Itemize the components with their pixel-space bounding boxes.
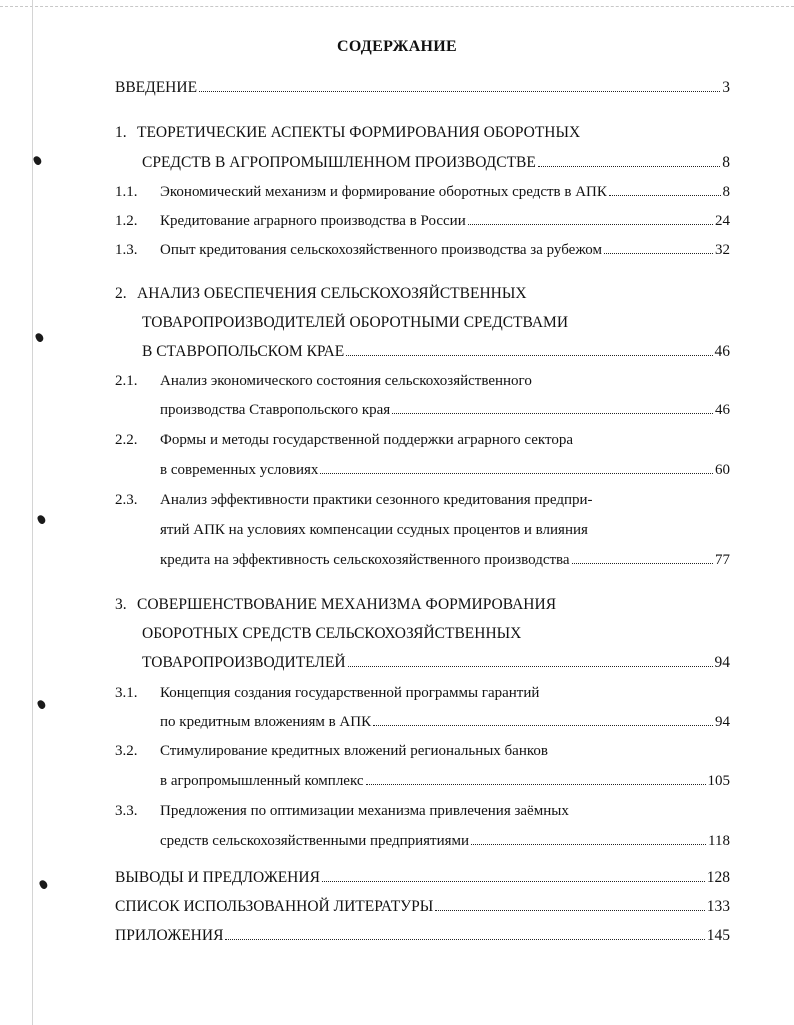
- toc-section-2-1-cont[interactable]: [160, 400, 730, 420]
- toc-page-number: 105: [707, 773, 730, 789]
- toc-section-number: 3.2.: [115, 743, 138, 759]
- toc-chapter-title-line: ОБОРОТНЫХ СРЕДСТВ СЕЛЬСКОХОЗЯЙСТВЕННЫХ: [142, 625, 522, 642]
- toc-section-3-1-cont[interactable]: [160, 712, 730, 732]
- toc-section-3-3-cont[interactable]: [160, 831, 730, 851]
- toc-section-number: 1.1.: [115, 184, 138, 200]
- dot-leader: [468, 224, 713, 225]
- toc-section-number: 2.3.: [115, 492, 138, 508]
- dot-leader: [435, 910, 704, 911]
- toc-chapter-2-title-cont[interactable]: [142, 313, 568, 333]
- dot-leader: [392, 413, 713, 414]
- dot-leader: [572, 563, 713, 564]
- toc-section-3-2-cont[interactable]: [160, 771, 730, 791]
- toc-section-1-2[interactable]: [115, 211, 730, 231]
- binder-hole-mark: [36, 699, 46, 710]
- toc-entry-label: ВВЕДЕНИЕ: [115, 79, 198, 96]
- toc-entry-intro[interactable]: [115, 78, 730, 98]
- toc-chapter-title-line: АНАЛИЗ ОБЕСПЕЧЕНИЯ СЕЛЬСКОХОЗЯЙСТВЕННЫХ: [137, 285, 527, 302]
- dot-leader: [346, 355, 712, 356]
- binder-hole-mark: [36, 514, 46, 525]
- toc-chapter-3-title[interactable]: [115, 595, 556, 615]
- toc-section-title-line: кредита на эффективность сельскохозяйственного производства: [160, 552, 570, 568]
- toc-entry-references[interactable]: [115, 897, 730, 917]
- toc-entry-conclusions[interactable]: [115, 868, 730, 888]
- toc-section-title-line: Концепция создания государственной программы гарантий: [160, 685, 540, 701]
- toc-section-number: 3.3.: [115, 803, 138, 819]
- toc-page-number: 133: [706, 898, 730, 915]
- toc-section-number: 2.2.: [115, 432, 138, 448]
- toc-section-3-2[interactable]: [115, 741, 548, 761]
- toc-section-title-line: производства Ставропольского края: [160, 402, 391, 418]
- toc-section-number: 2.1.: [115, 373, 138, 389]
- dot-leader: [348, 666, 713, 667]
- binder-hole-mark: [38, 879, 48, 890]
- toc-section-3-1[interactable]: [115, 683, 539, 703]
- toc-section-number: 1.2.: [115, 213, 138, 229]
- dot-leader: [225, 939, 704, 940]
- toc-chapter-number: 1.: [115, 124, 127, 141]
- toc-chapter-title-line: В СТАВРОПОЛЬСКОМ КРАЕ: [142, 343, 345, 360]
- toc-chapter-title-line: ТОВАРОПРОИЗВОДИТЕЛЕЙ: [142, 654, 346, 671]
- toc-section-title-line: Формы и методы государственной поддержки аграрного сектора: [160, 432, 573, 448]
- toc-section-title-line: ятий АПК на условиях компенсации ссудных процентов и влияния: [160, 522, 588, 538]
- toc-chapter-title-line: ТЕОРЕТИЧЕСКИЕ АСПЕКТЫ ФОРМИРОВАНИЯ ОБОРОТНЫХ: [137, 124, 581, 141]
- toc-section-title-line: Анализ эффективности практики сезонного кредитования предпри-: [160, 492, 593, 508]
- binder-hole-mark: [32, 155, 42, 166]
- toc-page-number: 8: [722, 154, 730, 171]
- toc-chapter-title-line: СОВЕРШЕНСТВОВАНИЕ МЕХАНИЗМА ФОРМИРОВАНИЯ: [137, 596, 557, 613]
- toc-section-2-3-cont[interactable]: [160, 550, 730, 570]
- dot-leader: [322, 881, 705, 882]
- toc-section-title-line: Стимулирование кредитных вложений региональных банков: [160, 743, 548, 759]
- toc-chapter-number: 3.: [115, 596, 127, 613]
- toc-section-number: 1.3.: [115, 242, 138, 258]
- dot-leader: [199, 91, 720, 92]
- toc-chapter-2-title[interactable]: [115, 284, 527, 304]
- toc-section-title-line: по кредитным вложениям в АПК: [160, 714, 372, 730]
- dot-leader: [538, 166, 720, 167]
- toc-section-1-1[interactable]: [115, 182, 730, 202]
- dot-leader: [609, 195, 721, 196]
- scan-edge-left: [32, 0, 33, 1025]
- toc-section-2-3[interactable]: [115, 490, 593, 510]
- toc-section-title-line: в агропромышленный комплекс: [160, 773, 364, 789]
- toc-section-2-2-cont[interactable]: [160, 460, 730, 480]
- toc-entry-label: ПРИЛОЖЕНИЯ: [115, 927, 224, 944]
- toc-chapter-1-title-cont[interactable]: [142, 153, 730, 173]
- toc-section-title: Кредитование аграрного производства в России: [160, 213, 466, 229]
- toc-page-number: 145: [706, 927, 730, 944]
- dot-leader: [366, 784, 706, 785]
- toc-page-number: 32: [715, 242, 730, 258]
- toc-chapter-1-title[interactable]: [115, 123, 580, 143]
- toc-page-number: 60: [715, 462, 730, 478]
- toc-page-number: 77: [715, 552, 730, 568]
- toc-entry-label: СПИСОК ИСПОЛЬЗОВАННОЙ ЛИТЕРАТУРЫ: [115, 898, 434, 915]
- toc-chapter-2-title-cont[interactable]: [142, 342, 730, 362]
- toc-section-title-line: средств сельскохозяйственными предприятиями: [160, 833, 470, 849]
- toc-section-2-1[interactable]: [115, 371, 532, 391]
- scan-edge-top: [0, 6, 794, 7]
- toc-chapter-title-line: СРЕДСТВ В АГРОПРОМЫШЛЕННОМ ПРОИЗВОДСТВЕ: [142, 154, 536, 171]
- toc-section-title: Экономический механизм и формирование оборотных средств в АПК: [160, 184, 607, 200]
- toc-section-title-line: Предложения по оптимизации механизма привлечения заёмных: [160, 803, 569, 819]
- toc-chapter-title-line: ТОВАРОПРОИЗВОДИТЕЛЕЙ ОБОРОТНЫМИ СРЕДСТВАМИ: [142, 314, 569, 331]
- toc-page-number: 3: [722, 79, 730, 96]
- toc-page-number: 46: [715, 402, 730, 418]
- toc-section-title-line: Анализ экономического состояния сельскохозяйственного: [160, 373, 532, 389]
- toc-section-2-3-cont[interactable]: [160, 520, 588, 540]
- toc-entry-appendices[interactable]: [115, 926, 730, 946]
- binder-hole-mark: [34, 332, 44, 343]
- toc-page-number: 118: [708, 833, 730, 849]
- toc-section-3-3[interactable]: [115, 801, 569, 821]
- toc-entry-label: ВЫВОДЫ И ПРЕДЛОЖЕНИЯ: [115, 869, 320, 886]
- toc-section-number: 3.1.: [115, 685, 138, 701]
- toc-page-number: 24: [715, 213, 730, 229]
- toc-chapter-3-title-cont[interactable]: [142, 624, 521, 644]
- toc-section-2-2[interactable]: [115, 430, 573, 450]
- toc-section-title: Опыт кредитования сельскохозяйственного производства за рубежом: [160, 242, 603, 258]
- toc-chapter-3-title-cont[interactable]: [142, 653, 730, 673]
- dot-leader: [471, 844, 706, 845]
- toc-page-number: 8: [722, 184, 730, 200]
- toc-section-1-3[interactable]: [115, 240, 730, 260]
- dot-leader: [604, 253, 713, 254]
- page-title: СОДЕРЖАНИЕ: [336, 38, 458, 55]
- toc-page-number: 94: [715, 714, 730, 730]
- toc-page-number: 128: [706, 869, 730, 886]
- toc-section-title-line: в современных условиях: [160, 462, 319, 478]
- dot-leader: [320, 473, 713, 474]
- toc-page-number: 46: [714, 343, 730, 360]
- toc-chapter-number: 2.: [115, 285, 127, 302]
- toc-page-number: 94: [714, 654, 730, 671]
- dot-leader: [373, 725, 713, 726]
